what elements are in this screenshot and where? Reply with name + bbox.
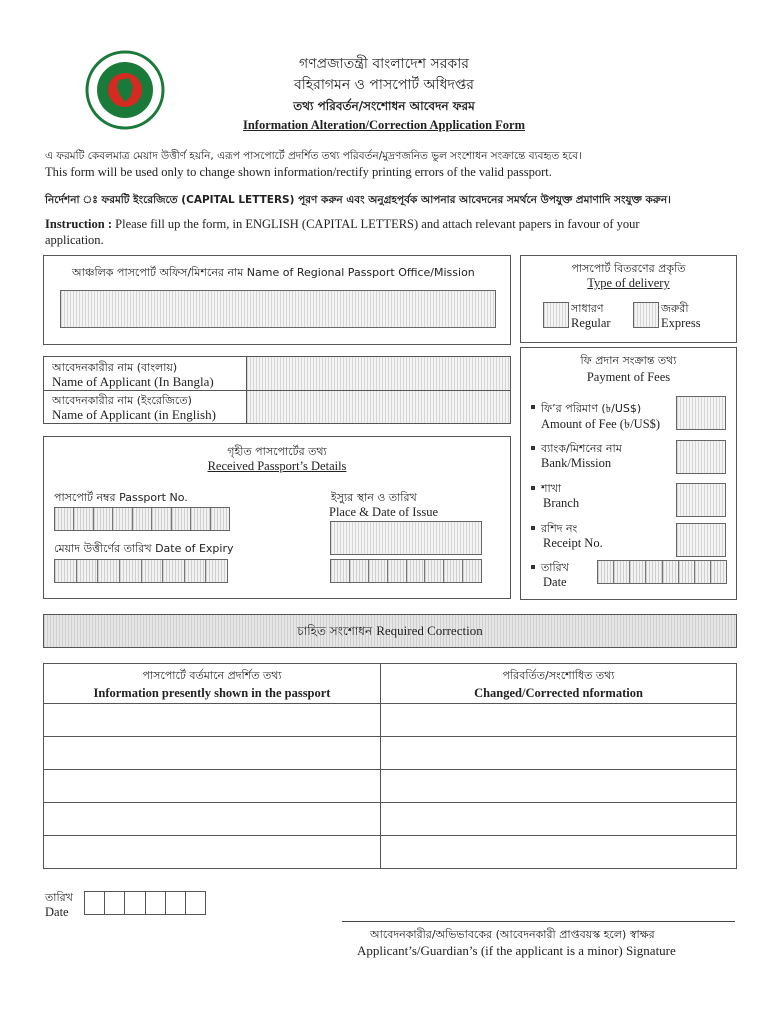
instruction-english-cont: application.: [45, 233, 104, 247]
applicant-bangla-label-en: Name of Applicant (In Bangla): [52, 374, 214, 389]
form-title-english: Information Alteration/Correction Application Form: [242, 118, 526, 132]
issue-date-field[interactable]: [330, 559, 482, 583]
instruction-label: Instruction :: [45, 217, 113, 231]
bank-label-en: Bank/Mission: [541, 456, 612, 470]
regional-office-field[interactable]: [60, 290, 496, 328]
place-date-field[interactable]: [330, 521, 482, 555]
correction-table: [43, 663, 737, 869]
col1-header-en: Information presently shown in the passport: [93, 685, 331, 700]
intro-english: This form will be used only to change shown information/rectify printing errors of the valid passport.: [45, 165, 552, 179]
fee-date-label-en: Date: [543, 575, 567, 589]
government-name: গণপ্রজাতন্ত্রী বাংলাদেশ সরকার: [299, 56, 469, 72]
passport-no-field[interactable]: [54, 507, 230, 531]
regular-checkbox[interactable]: [543, 302, 569, 328]
signature-label-en: Applicant’s/Guardian’s (if the applicant is a minor) Signature: [357, 943, 676, 958]
payment-fees-section: [520, 347, 737, 600]
expiry-date-field[interactable]: [54, 559, 228, 583]
corrected-info-cell[interactable]: [381, 770, 737, 803]
passport-no-label: পাসপোর্ট নম্বর Passport No.: [54, 491, 188, 504]
receipt-label-en: Receipt No.: [543, 536, 603, 550]
footer-date-field[interactable]: [84, 891, 206, 915]
regional-office-label: আঞ্চলিক পাসপোর্ট অফিস/মিশনের নাম Name of Regional Passport Office/Mission: [72, 266, 475, 279]
applicant-english-field[interactable]: [247, 391, 510, 423]
fee-amount-field[interactable]: [676, 396, 726, 430]
fee-amount-label-en: Amount of Fee (৳/US$): [541, 417, 661, 431]
current-info-cell[interactable]: [44, 737, 381, 770]
correction-table-header: [44, 664, 737, 704]
express-label-english: Express: [661, 316, 701, 330]
delivery-type-section: [520, 255, 737, 343]
signature-label-bn: আবেদনকারীর/অভিভাবকের (আবেদনকারী প্রাপ্তবয়স্ক হলে) স্বাক্ষর: [370, 928, 655, 941]
branch-label-en: Branch: [543, 496, 580, 510]
bank-label-bn: ব্যাংক/মিশনের নাম: [541, 442, 622, 455]
table-row: [44, 770, 737, 803]
receipt-label-bn: রশিদ নং: [541, 522, 578, 535]
department-name: বহিরাগমন ও পাসপোর্ট অধিদপ্তর: [293, 77, 475, 93]
current-info-cell[interactable]: [44, 836, 381, 869]
table-row: [44, 704, 737, 737]
required-correction-bn: চাহিত সংশোধন: [297, 624, 373, 638]
regional-office-section: [43, 255, 511, 345]
form-title-bangla: তথ্য পরিবর্তন/সংশোধন আবেদন ফরম: [293, 99, 475, 113]
regular-label-bangla: সাধারণ: [571, 302, 604, 315]
bank-field[interactable]: [676, 440, 726, 474]
instruction-bangla: নির্দেশনা ঃ ফরমটি ইংরেজিতে (CAPITAL LETTERS) পূরণ করুন এবং অনুগ্রহপূর্বক আপনার আবেদনের সমর্থনে উপযুক্ত প্রমাণাদি সংযুক্ত করুন।: [45, 194, 671, 206]
footer-date-label-bn: তারিখ: [45, 891, 73, 904]
table-row: [44, 737, 737, 770]
express-checkbox[interactable]: [633, 302, 659, 328]
corrected-info-cell[interactable]: [381, 704, 737, 737]
receipt-field[interactable]: [676, 523, 726, 557]
regular-label-english: Regular: [571, 316, 611, 330]
intro-bangla: এ ফরমটি কেবলমাত্র মেয়াদ উত্তীর্ণ হয়নি, এরূপ পাসপোর্টে প্রদর্শিত তথ্য পরিবর্তন/মুদ্রণজনিত ভুল সংশোধন সংক্রান্তে ব্যবহৃত হবে।: [45, 150, 582, 162]
fees-title-en: Payment of Fees: [586, 370, 671, 384]
instruction-english: [45, 217, 735, 232]
current-info-cell[interactable]: [44, 770, 381, 803]
col2-header-en: Changed/Corrected nformation: [474, 685, 643, 700]
place-date-label-en: Place & Date of Issue: [329, 505, 438, 519]
table-row: [44, 836, 737, 869]
fee-date-label-bn: তারিখ: [541, 561, 569, 574]
applicant-bangla-field[interactable]: [247, 357, 510, 390]
received-passport-title-en: Received Passport’s Details: [207, 459, 347, 473]
corrected-info-cell[interactable]: [381, 803, 737, 836]
col2-header-bn: পরিবর্তিত/সংশোধিত তথ্য: [502, 668, 615, 682]
place-date-label-bn: ইস্যুর স্থান ও তারিখ: [331, 491, 417, 504]
received-passport-title-bn: গৃহীত পাসপোর্টের তথ্য: [227, 445, 327, 458]
col1-header-bn: পাসপোর্টে বর্তমানে প্রদর্শিত তথ্য: [142, 668, 282, 682]
applicant-name-section: [43, 356, 511, 424]
delivery-title-english: Type of delivery: [587, 276, 670, 290]
fees-title-bn: ফি প্রদান সংক্রান্ত তথ্য: [580, 354, 677, 367]
fee-amount-label-bn: ফি’র পরিমাণ (৳/US$): [541, 402, 642, 415]
required-correction-banner: [43, 614, 737, 648]
received-passport-section: [43, 436, 511, 599]
current-info-cell[interactable]: [44, 803, 381, 836]
fee-date-field[interactable]: [597, 560, 727, 584]
current-info-cell[interactable]: [44, 704, 381, 737]
corrected-info-cell[interactable]: [381, 836, 737, 869]
applicant-english-label-en: Name of Applicant (in English): [52, 407, 216, 422]
required-correction-en: Required Correction: [376, 623, 483, 638]
branch-label-bn: শাখা: [541, 482, 562, 495]
delivery-title-bangla: পাসপোর্ট বিতরণের প্রকৃতি: [571, 262, 686, 275]
corrected-info-cell[interactable]: [381, 737, 737, 770]
instruction-text: Please fill up the form, in ENGLISH (CAPITAL LETTERS) and attach relevant papers in favour of your: [115, 217, 640, 231]
branch-field[interactable]: [676, 483, 726, 517]
applicant-bangla-label-bn: আবেদনকারীর নাম (বাংলায়): [52, 361, 178, 374]
applicant-english-label-bn: আবেদনকারীর নাম (ইংরেজিতে): [52, 394, 192, 407]
footer-date-label-en: Date: [45, 905, 69, 919]
signature-line: [342, 921, 735, 922]
expiry-label: মেয়াদ উত্তীর্ণের তারিখ Date of Expiry: [54, 542, 234, 555]
express-label-bangla: জরুরী: [661, 302, 689, 315]
table-row: [44, 803, 737, 836]
